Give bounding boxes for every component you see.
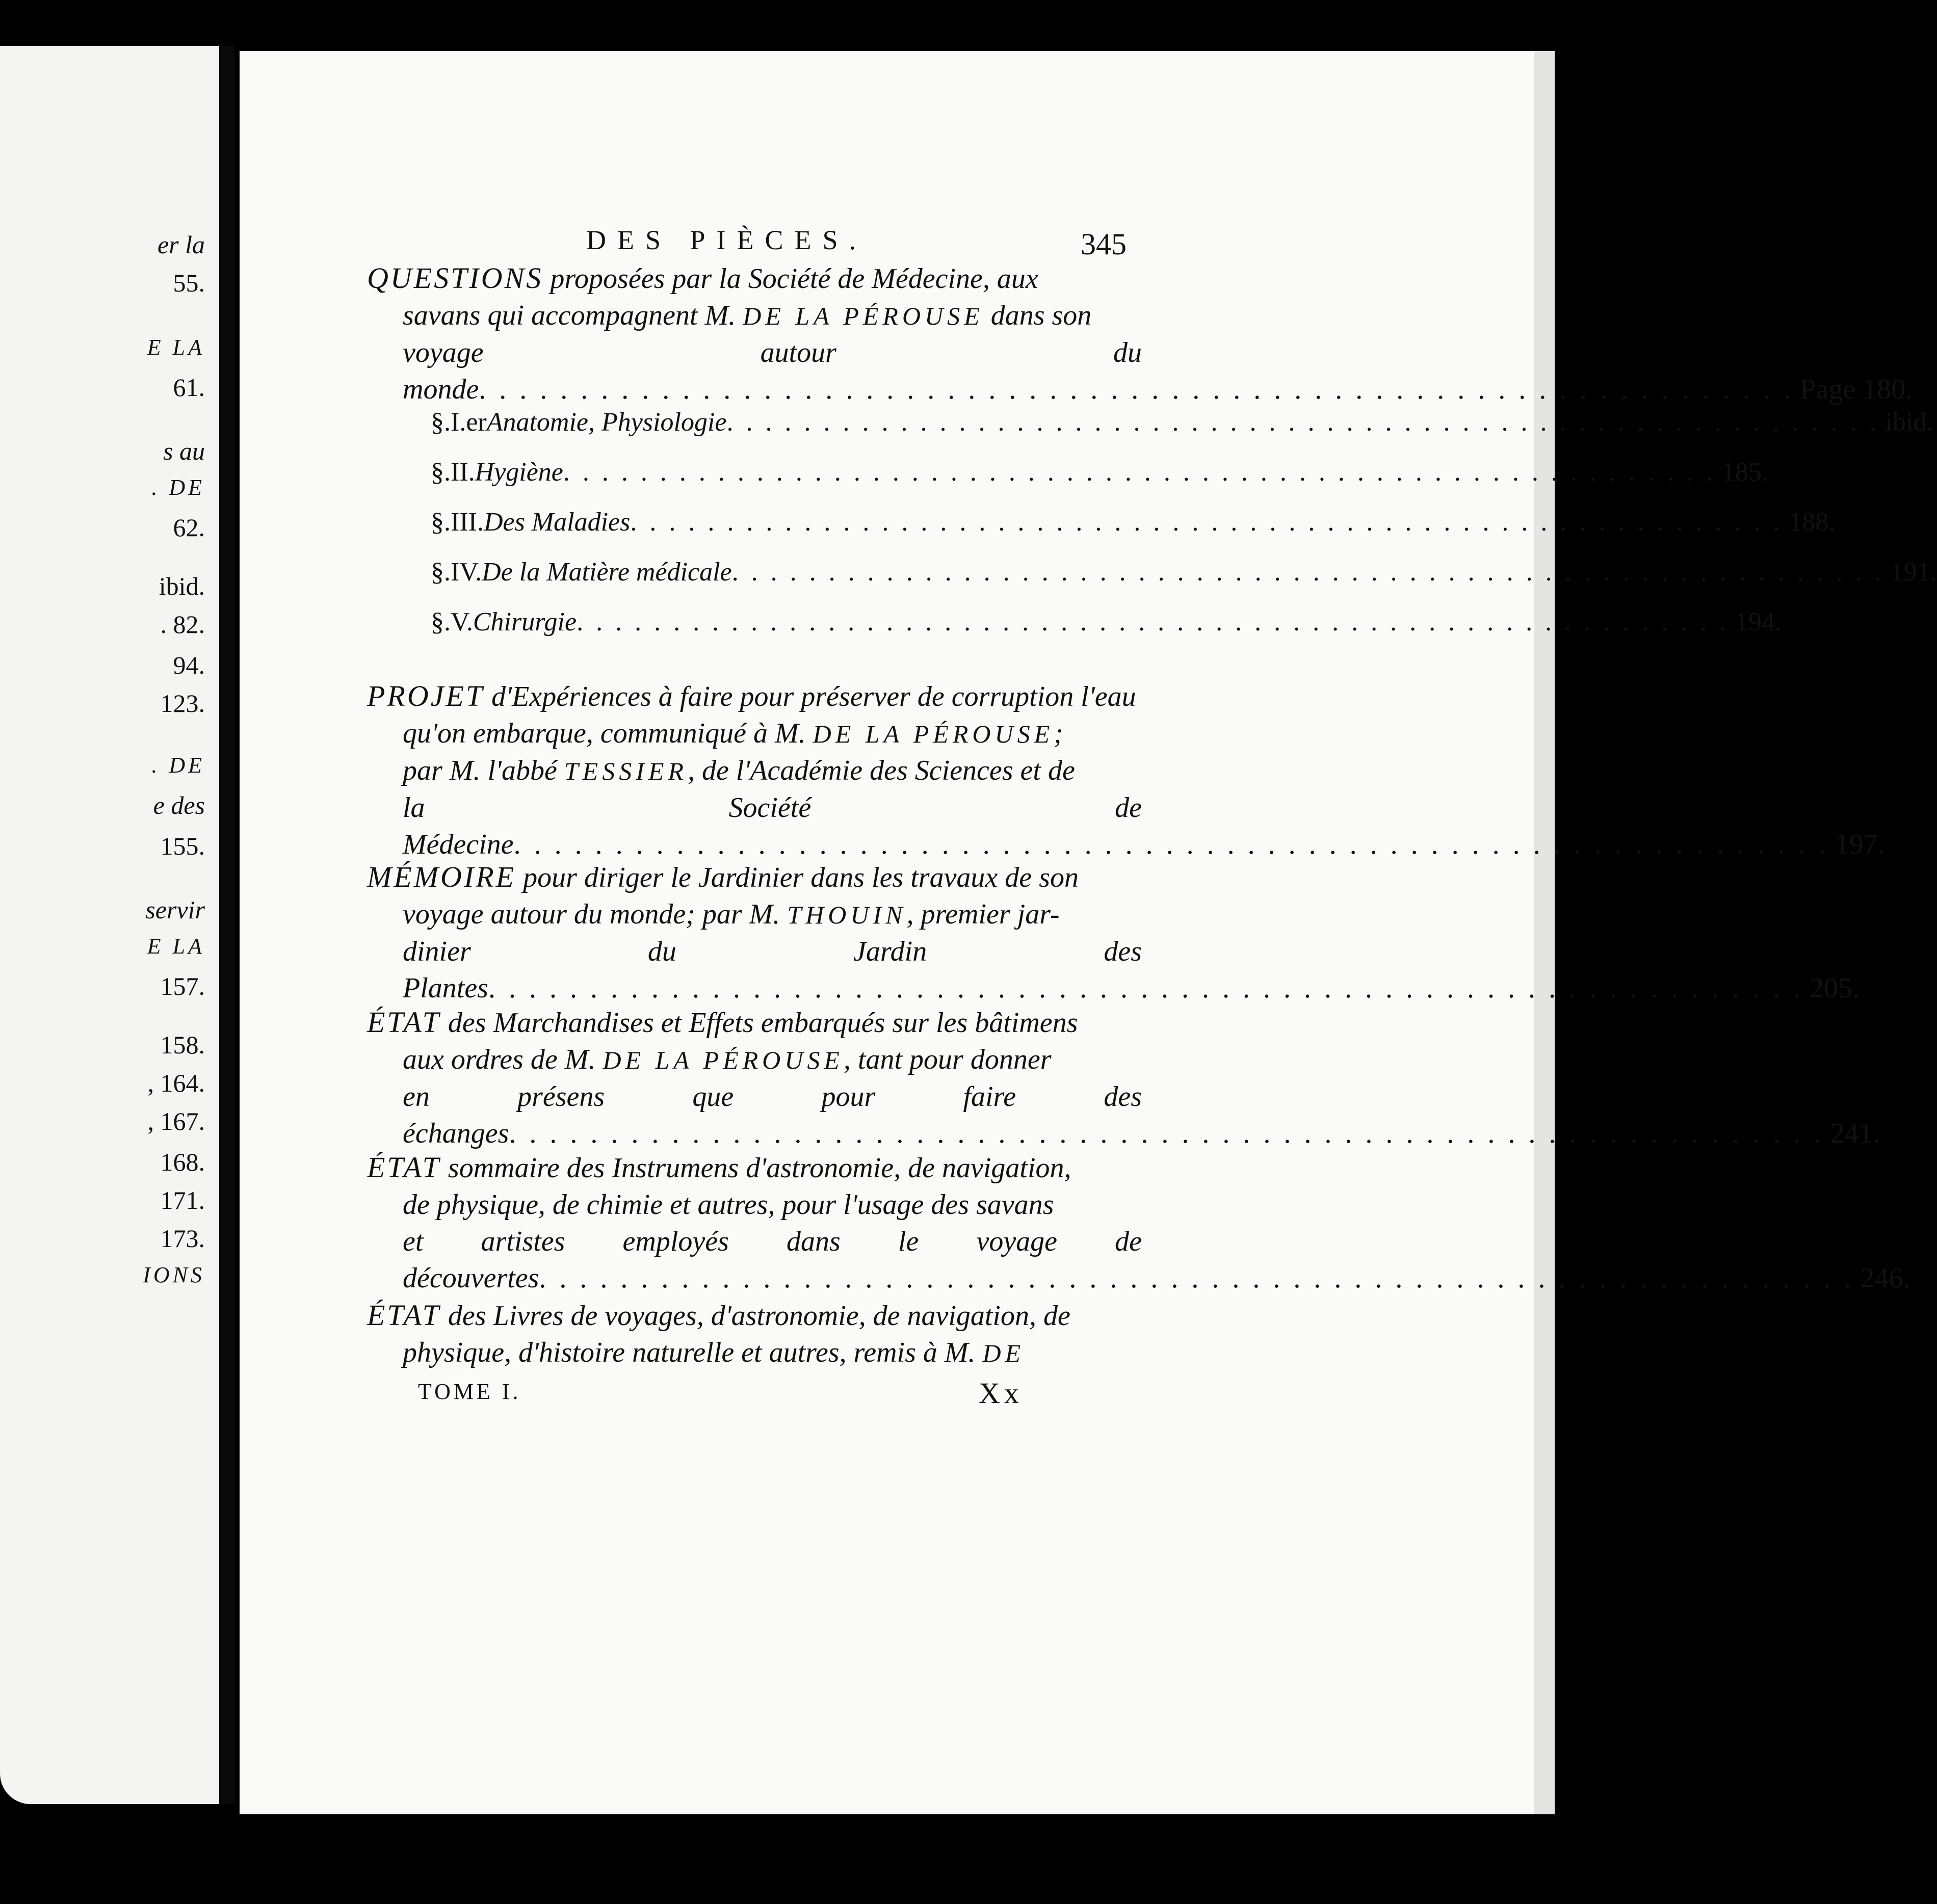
entry-text: d'Expériences à faire pour préserver de corruption l'eau [491,681,1136,712]
page-reference: 188. [1789,508,1836,537]
entry-text: dinier du Jardin des Plantes [403,936,1142,1004]
previous-page-text-fragment: 173. [160,1224,205,1253]
section-symbol: §. [431,607,451,637]
person-name: TESSIER [564,757,688,785]
section-row [367,497,1836,547]
page-reference: 205. [1809,972,1860,1004]
section-number: I.er [451,408,487,437]
person-name: DE LA PÉROUSE [813,720,1054,748]
toc-entry-questions [367,260,1913,408]
leader-dots [488,972,1803,1004]
previous-page-text-fragment: 62. [173,513,205,542]
entry-text: et artistes employés dans le voyage de découvertes [403,1226,1142,1294]
leader-dots [563,447,1716,497]
previous-page-text-fragment: servir [145,895,205,924]
section-symbol: §. [431,558,451,587]
entry-text: en présens que pour faire des échanges [403,1081,1142,1149]
previous-page-text-fragment: , 167. [147,1107,205,1135]
entry-lead-word: PROJET [367,679,485,712]
entry-text: dans son [983,300,1092,331]
section-row [367,398,1933,447]
previous-page-text-fragment: 158. [160,1030,205,1059]
page-reference: 194. [1735,607,1782,637]
entry-text: des Marchandises et Effets embarqués sur les bâtimens [448,1007,1078,1039]
entry-text: savans qui accompagnent M. [403,300,743,331]
previous-page-text-fragment: E LA [147,335,205,360]
entry-lead-word: ÉTAT [367,1006,441,1039]
entry-text: qu'on embarque, communiqué à M. [403,718,813,749]
entry-text: des Livres de voyages, d'astronomie, de navigation, de [448,1300,1070,1332]
section-title: Hygiène [475,458,563,487]
entry-lead-word: ÉTAT [367,1151,441,1184]
person-name: DE [982,1339,1025,1367]
person-name: DE LA PÉROUSE [743,302,984,330]
previous-page-text-fragment: 155. [160,832,205,860]
previous-page-text-fragment: 157. [160,972,205,1000]
page-reference: 241. [1830,1118,1880,1149]
previous-page-fragment [0,46,219,1804]
section-title: Anatomie, Physiologie [486,408,727,437]
toc-entry-etat-marchandises [367,1004,1880,1152]
section-number: IV. [451,558,482,587]
previous-page-text-fragment: E LA [147,934,205,959]
section-number: V. [451,607,473,637]
page-reference: 185. [1721,458,1768,487]
section-row [367,597,1782,647]
entry-text: voyage autour du monde; par M. [403,898,788,930]
previous-page-text-fragment: , 164. [147,1069,205,1097]
section-title: De la Matière médicale [482,558,732,587]
section-symbol: §. [431,408,451,437]
page-reference: ibid. [1885,408,1933,437]
previous-page-text-fragment: 55. [173,269,205,297]
section-symbol: §. [431,508,451,537]
entry-text: proposées par la Société de Médecine, aux [550,263,1038,295]
toc-entry-memoire [367,859,1860,1007]
page-reference: 191. [1890,558,1937,587]
page-reference: 197. [1835,829,1885,860]
section-row [367,547,1937,597]
entry-text: voyage autour du monde [403,337,1142,405]
previous-page-text-fragment: . 82. [160,610,205,639]
leader-dots [630,497,1783,547]
page-reference: Page 180. [1800,374,1913,405]
previous-page-text-fragment: 94. [173,651,205,679]
previous-page-text-fragment: er la [157,230,205,259]
previous-page-text-fragment: . DE [151,753,205,778]
toc-entry-etat-livres [367,1297,1142,1371]
entry-text: pour diriger le Jardinier dans les travaux de son [523,862,1079,893]
page-reference: 246. [1860,1262,1910,1294]
leader-dots [732,547,1884,597]
entry-text: par M. l'abbé [403,755,564,786]
section-number: III. [451,508,484,537]
leader-dots [727,398,1879,447]
entry-text: , tant pour donner [843,1044,1052,1075]
entry-lead-word: MÉMOIRE [367,860,516,893]
entry-text: ; [1054,718,1063,749]
entry-lead-word: QUESTIONS [367,261,543,295]
section-title: Chirurgie [473,607,577,637]
previous-page-text-fragment: IONS [143,1262,205,1287]
toc-entry-projet [367,678,1885,863]
previous-page-text-fragment: . DE [151,475,205,500]
printer-signature-mark: Xx [979,1377,1023,1410]
volume-label: TOME I. [418,1379,521,1404]
section-number: II. [451,458,475,487]
previous-page-text-fragment: 123. [160,689,205,718]
entry-text: physique, d'histoire naturelle et autres, remis à M. [403,1337,983,1368]
previous-page-text-fragment: e des [153,791,205,819]
previous-page-text-fragment: ibid. [159,572,205,600]
entry-text: , de l'Académie des Sciences et de [687,755,1075,786]
previous-page-text-fragment: 171. [160,1186,205,1214]
toc-entry-etat-instrumens [367,1149,1910,1297]
entry-text: de physique, de chimie et autres, pour l'usage des savans [403,1189,1054,1221]
page-edge [1534,51,1555,1814]
running-head: DES PIÈCES. [586,225,868,255]
section-title: Des Maladies [483,508,631,537]
leader-dots [509,1118,1824,1149]
person-name: THOUIN [787,901,907,929]
section-list [367,398,1937,647]
leader-dots [539,1262,1854,1294]
section-row [367,447,1768,497]
book-gutter [219,46,234,1804]
section-symbol: §. [431,458,451,487]
entry-text: la Société de Médecine [403,792,1142,860]
person-name: DE LA PÉROUSE [603,1046,844,1074]
previous-page-text-fragment: 61. [173,373,205,402]
entry-text: sommaire des Instrumens d'astronomie, de navigation, [448,1152,1071,1184]
previous-page-text-fragment: 168. [160,1148,205,1176]
leader-dots [514,829,1829,860]
page-number: 345 [1081,227,1127,261]
entry-lead-word: ÉTAT [367,1299,441,1332]
previous-page-text-fragment: s au [163,437,205,465]
leader-dots [577,597,1729,647]
entry-text: aux ordres de M. [403,1044,603,1075]
entry-text: , premier jar- [906,898,1060,930]
